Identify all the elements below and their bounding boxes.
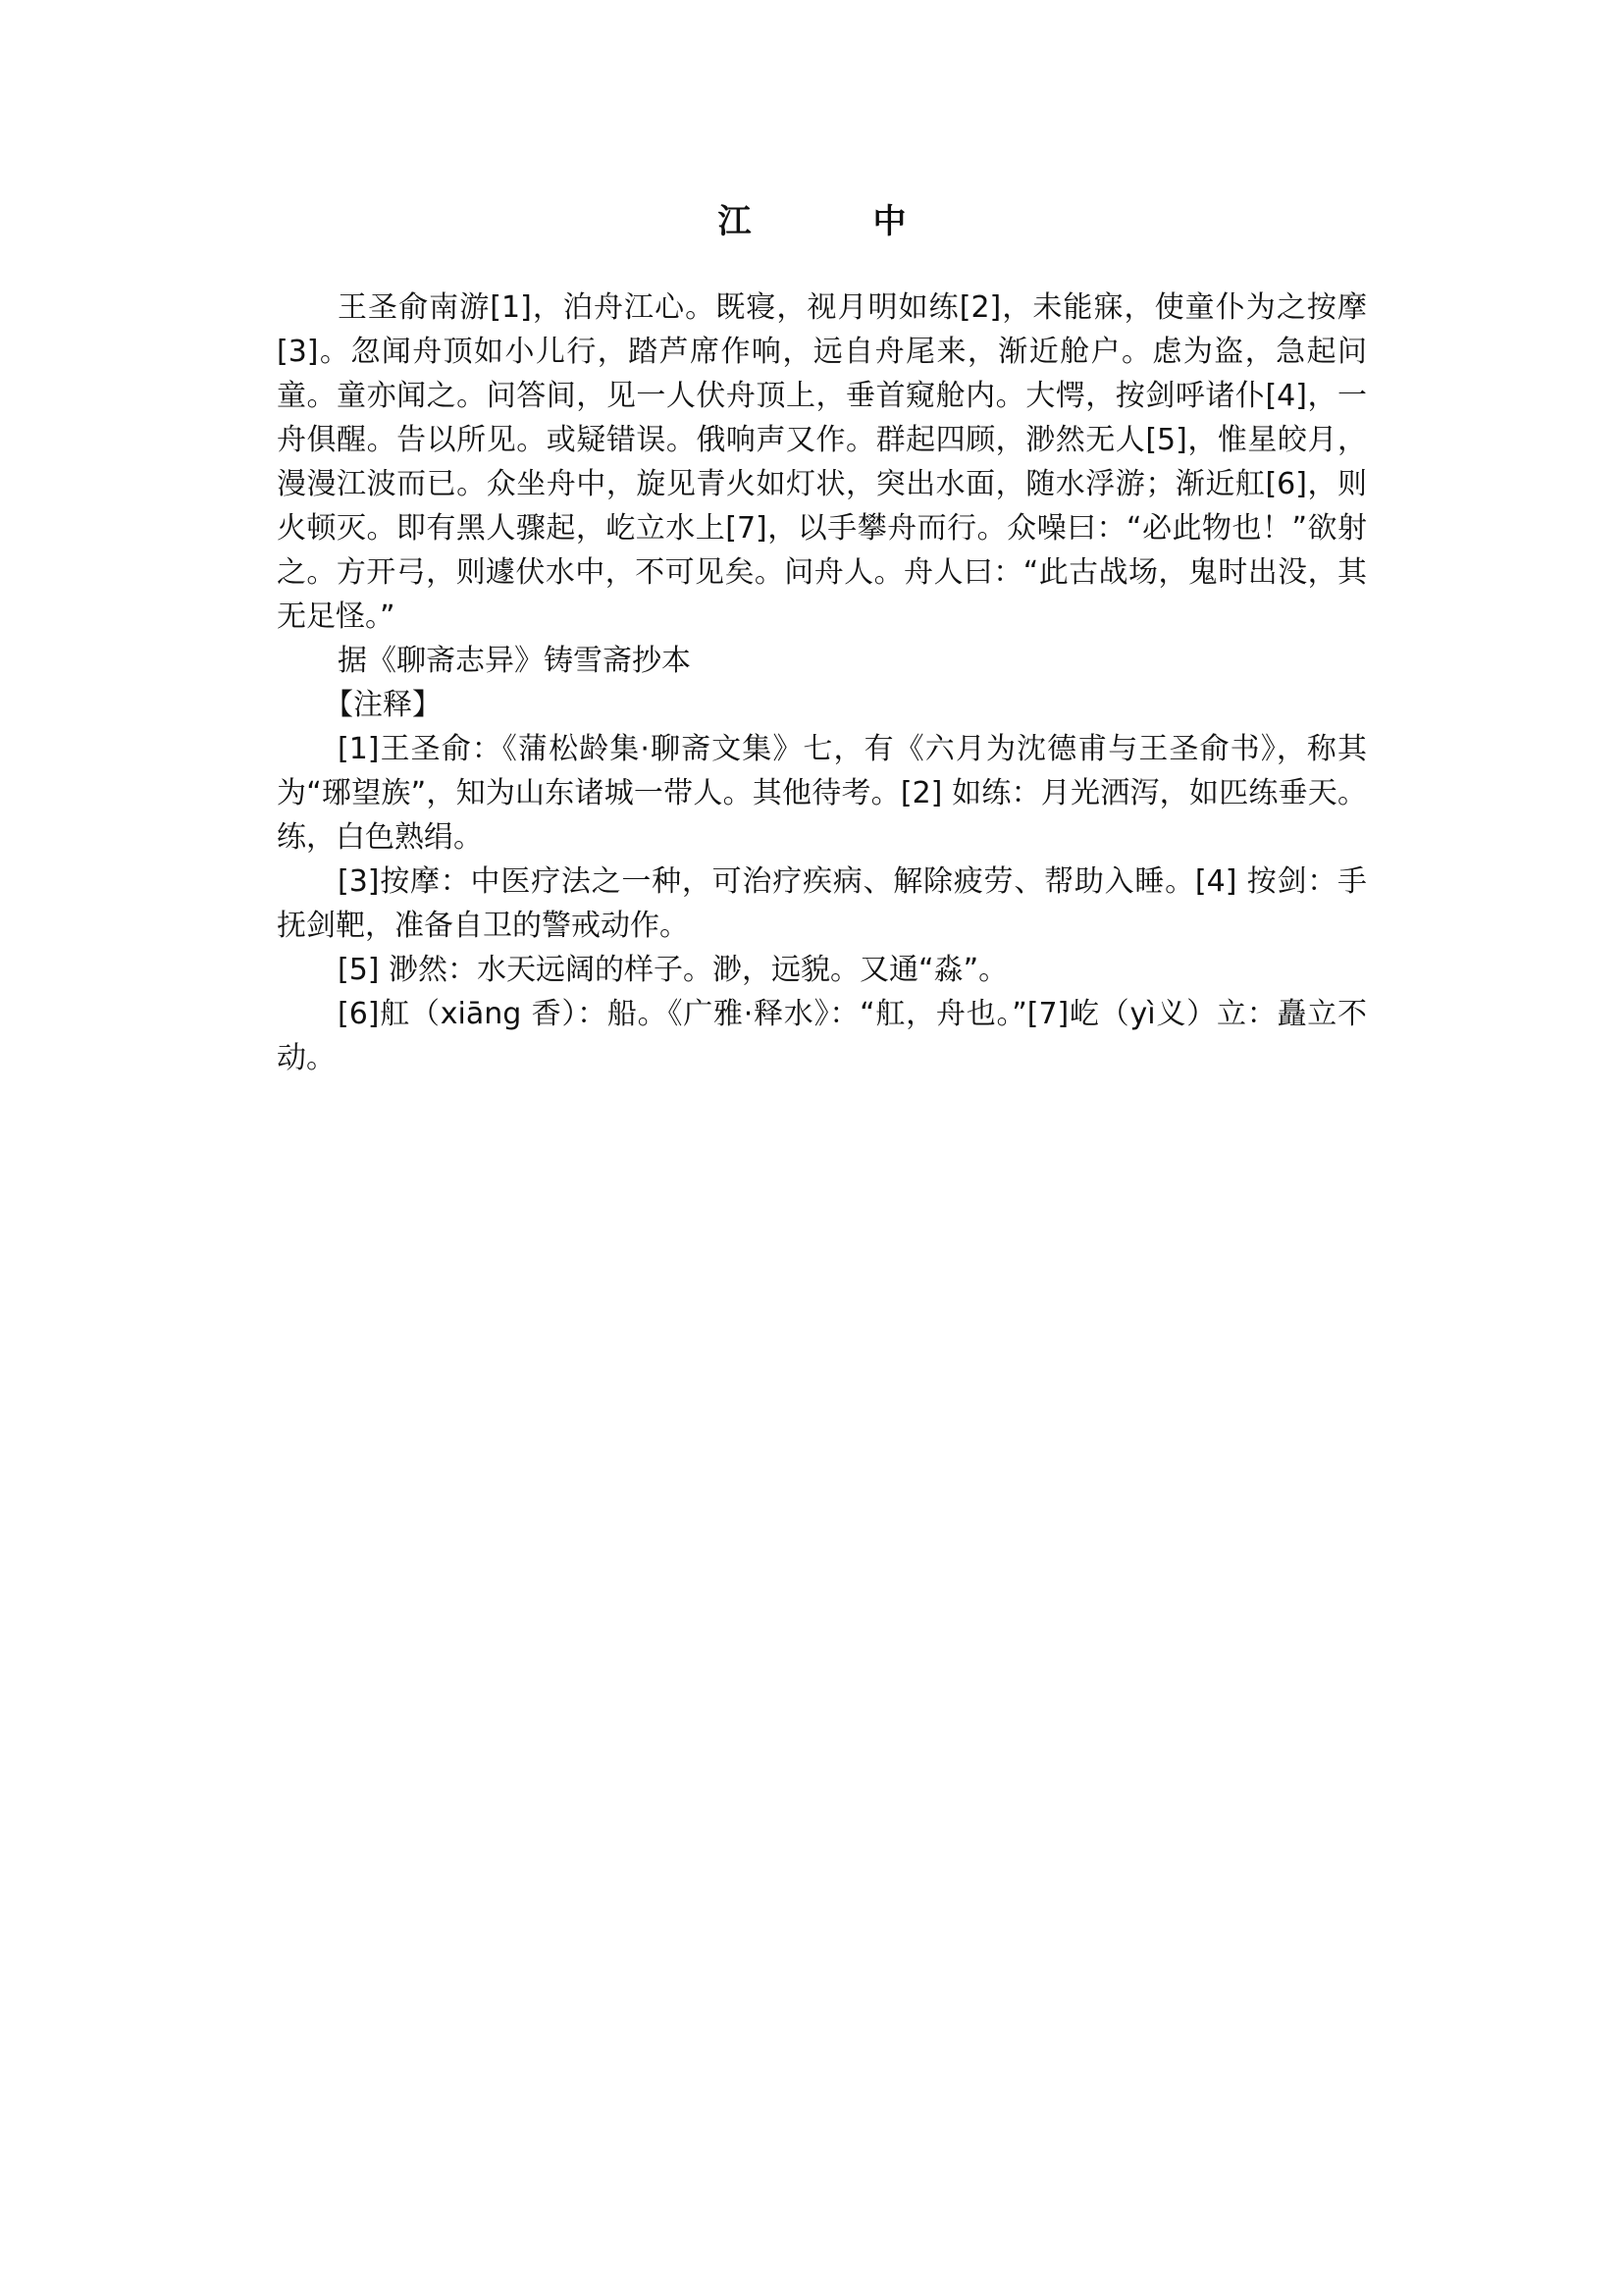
note-paragraph: [5] 渺然：水天远阔的样子。渺，远貌。又通“淼”。 <box>338 953 1009 987</box>
note-paragraph: [6]舡（xiāng 香）：船。《广雅·释水》：“舡，舟也。”[7]屹（yì义）立：矗立不动。 <box>277 997 1367 1075</box>
note-paragraph: [3]按摩：中医疗法之一种，可治疗疾病、解除疲劳、帮助入睡。[4] 按剑：手抚剑靶，准备自卫的警戒动作。 <box>277 864 1367 943</box>
notes-heading: 【注释】 <box>324 688 442 722</box>
title-char: 江 <box>717 202 752 241</box>
title-char: 中 <box>872 202 907 241</box>
document-content <box>277 286 1367 1080</box>
note-paragraph: [1]王圣俞：《蒲松龄集·聊斋文集》七，有《六月为沈德甫与王圣俞书》，称其为“琊望族”，知为山东诸城一带人。其他待考。[2] 如练：月光洒泻，如匹练垂天。练，白色熟绢。 <box>277 732 1367 855</box>
document-title <box>0 199 1624 244</box>
source-line: 据《聊斋志异》铸雪斋抄本 <box>338 644 691 678</box>
story-paragraph: 王圣俞南游[1]，泊舟江心。既寝，视月明如练[2]，未能寐，使童仆为之按摩[3]。忽闻舟顶如小儿行，踏芦席作响，远自舟尾来，渐近舱户。虑为盗，急起问童。童亦闻之。问答间，见一人伏舟顶上，垂首窥舱内。大愕，按剑呼诸仆[4]，一舟俱醒。告以所见。或疑错误。俄响声又作。群起四顾，渺然无人[5]，惟星皎月，漫漫江波而已。众坐舟中，旋见青火如灯状，突出水面，随水浮游；渐近舡[6]，则火顿灭。即有黑人骤起，屹立水上[7]，以手攀舟而行。众噪曰：“必此物也！”欲射之。方开弓，则遽伏水中，不可见矣。问舟人。舟人曰：“此古战场，鬼时出没，其无足怪。” <box>277 290 1367 634</box>
